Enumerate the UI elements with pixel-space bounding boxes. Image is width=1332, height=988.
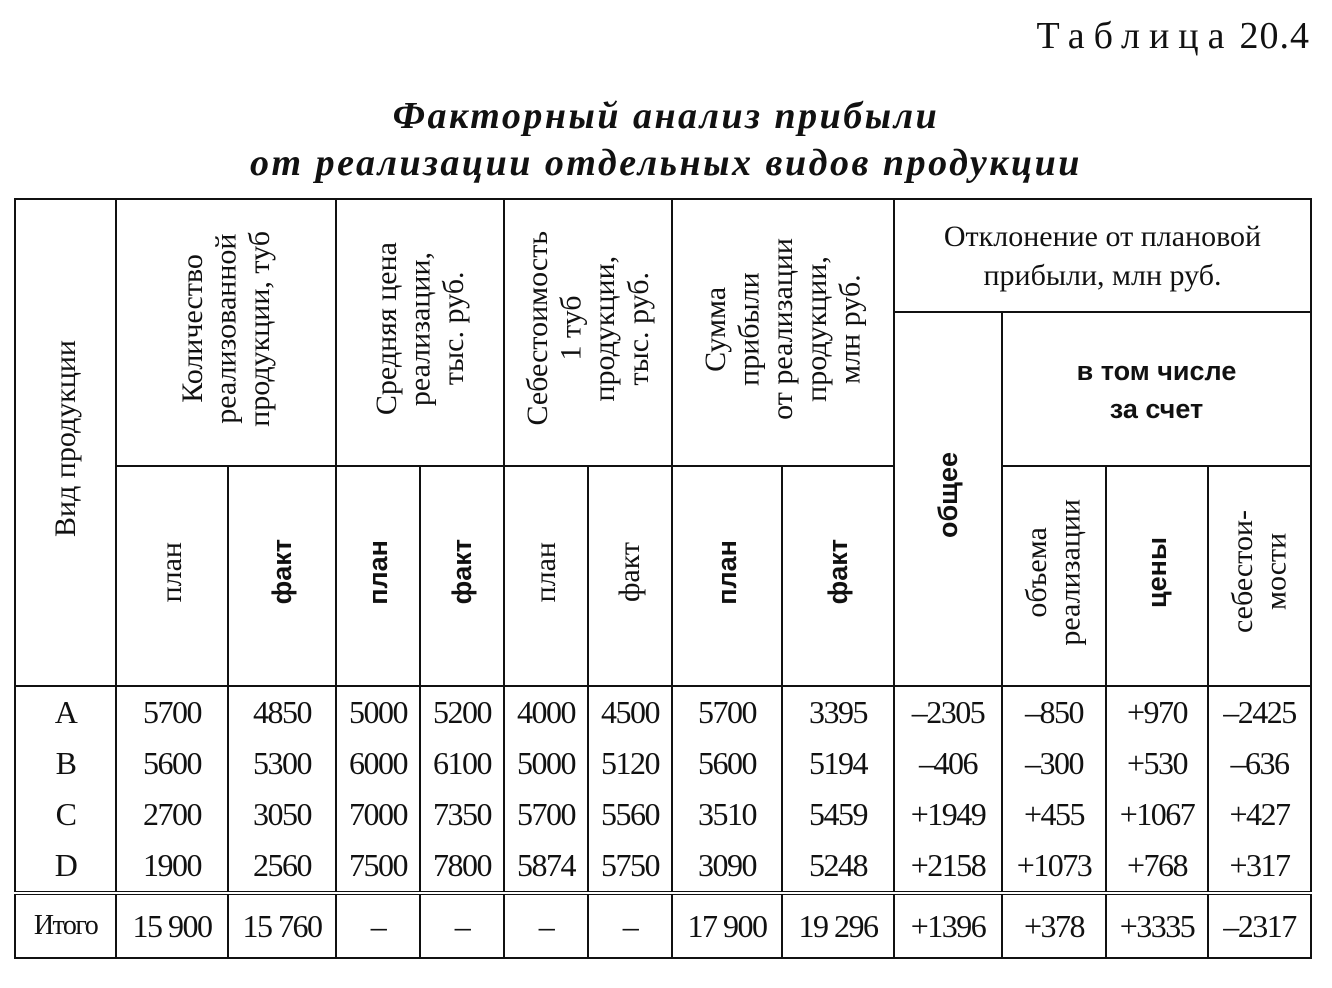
cell: 3395 [782, 686, 894, 738]
cell: –406 [894, 738, 1002, 789]
cell: 5700 [504, 789, 588, 840]
cell: 3090 [672, 840, 782, 893]
cell: 4850 [228, 686, 336, 738]
cell: 4000 [504, 686, 588, 738]
header-product: Вид продукции [15, 199, 116, 686]
cell: 6100 [420, 738, 504, 789]
table-row [15, 686, 1311, 738]
cell: +455 [1002, 789, 1106, 840]
row-label: C [15, 789, 116, 840]
cell: 5200 [420, 686, 504, 738]
header-quantity-fact: факт [228, 466, 336, 686]
cell: +1067 [1106, 789, 1208, 840]
cell: +2158 [894, 840, 1002, 893]
header-volume: объема реализации [1002, 466, 1106, 686]
cell: 5194 [782, 738, 894, 789]
cell: 5600 [116, 738, 228, 789]
row-label: A [15, 686, 116, 738]
cell: +970 [1106, 686, 1208, 738]
cell: 5750 [588, 840, 672, 893]
cell: 5000 [336, 686, 420, 738]
cell: – [588, 893, 672, 958]
header-including: в том числе за счет [1002, 312, 1311, 466]
cell: +1396 [894, 893, 1002, 958]
header-quantity-plan: план [116, 466, 228, 686]
cell: 5000 [504, 738, 588, 789]
header-profit-fact: факт [782, 466, 894, 686]
cell: 2560 [228, 840, 336, 893]
cell: – [420, 893, 504, 958]
cell: 5700 [116, 686, 228, 738]
header-total-deviation: общее [894, 312, 1002, 686]
table-row [15, 789, 1311, 840]
cell: 5874 [504, 840, 588, 893]
cell: 5120 [588, 738, 672, 789]
header-profit: Сумма прибыли от реализации продукции, млн руб. [672, 199, 894, 466]
cell: 3050 [228, 789, 336, 840]
cell: –2425 [1208, 686, 1311, 738]
cell: 17 900 [672, 893, 782, 958]
cell: 4500 [588, 686, 672, 738]
total-row [15, 893, 1311, 958]
cell: 6000 [336, 738, 420, 789]
cell: 7800 [420, 840, 504, 893]
cell: 7500 [336, 840, 420, 893]
header-cost: Себестоимость 1 туб продукции, тыс. руб. [504, 199, 672, 466]
table-label-word: Таблица [1036, 15, 1234, 57]
cell: 5600 [672, 738, 782, 789]
header-profit-plan: план [672, 466, 782, 686]
header-cost-factor: себестои- мости [1208, 466, 1311, 686]
header-price-factor: цены [1106, 466, 1208, 686]
header-deviation: Отклонение от плановой прибыли, млн руб. [894, 199, 1311, 312]
cell: +427 [1208, 789, 1311, 840]
cell: 5459 [782, 789, 894, 840]
cell: –850 [1002, 686, 1106, 738]
cell: –636 [1208, 738, 1311, 789]
cell: +530 [1106, 738, 1208, 789]
cell: 19 296 [782, 893, 894, 958]
table-title-line-2: от реализации отдельных видов продукции [250, 142, 1082, 184]
table-label [1036, 14, 1310, 58]
cell: 5560 [588, 789, 672, 840]
header-quantity: Количество реализованной продукции, туб [116, 199, 336, 466]
cell: +3335 [1106, 893, 1208, 958]
cell: 5300 [228, 738, 336, 789]
cell: 1900 [116, 840, 228, 893]
cell: 3510 [672, 789, 782, 840]
header-avg-price: Средняя цена реализации, тыс. руб. [336, 199, 504, 466]
cell: –300 [1002, 738, 1106, 789]
profit-factor-table [14, 198, 1312, 959]
header-price-fact: факт [420, 466, 504, 686]
table-row [15, 738, 1311, 789]
total-label: Итого [15, 893, 116, 958]
cell: +1949 [894, 789, 1002, 840]
table-label-number: 20.4 [1239, 15, 1310, 57]
cell: 7000 [336, 789, 420, 840]
cell: 15 760 [228, 893, 336, 958]
cell: +378 [1002, 893, 1106, 958]
cell: 5248 [782, 840, 894, 893]
cell: +768 [1106, 840, 1208, 893]
header-cost-plan: план [504, 466, 588, 686]
cell: 7350 [420, 789, 504, 840]
table-title-line-1: Факторный анализ прибыли [392, 95, 940, 137]
header-price-plan: план [336, 466, 420, 686]
cell: 5700 [672, 686, 782, 738]
cell: +317 [1208, 840, 1311, 893]
cell: 2700 [116, 789, 228, 840]
header-cost-fact: факт [588, 466, 672, 686]
table-row [15, 840, 1311, 893]
cell: 15 900 [116, 893, 228, 958]
cell: –2305 [894, 686, 1002, 738]
cell: +1073 [1002, 840, 1106, 893]
cell: – [336, 893, 420, 958]
cell: – [504, 893, 588, 958]
row-label: D [15, 840, 116, 893]
row-label: B [15, 738, 116, 789]
cell: –2317 [1208, 893, 1311, 958]
